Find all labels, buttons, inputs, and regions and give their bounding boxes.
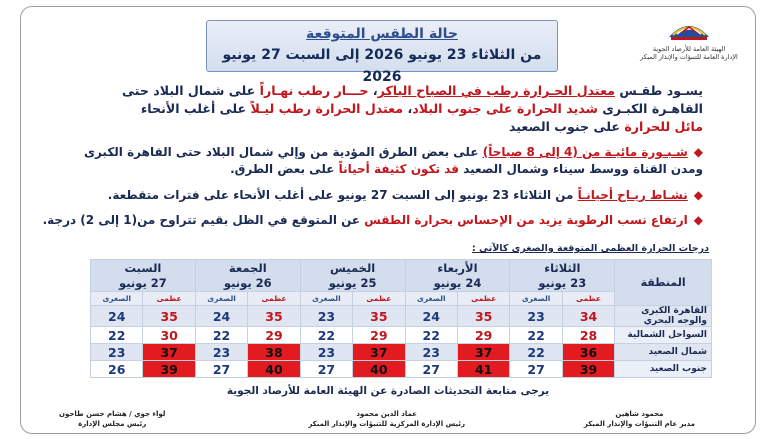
min-temp-cell: 22 xyxy=(300,327,352,344)
agency-logo xyxy=(639,15,739,69)
max-temp-cell: 29 xyxy=(457,327,509,344)
fog-warning-line-2: ومدن القناة ووسط سيناء وشمال الصعيد قد تكون كثيفة أحياناً على بعض الطرق. xyxy=(230,162,703,176)
max-temp-cell: 35 xyxy=(143,306,195,327)
fog-warning-line-1: ◆شـبـورة مائيـة من (4 إلى 8 صباحاً) على بعض الطرق المؤدية من وإلي شمال البلاد حتى القاهرة الكبرى xyxy=(83,145,703,159)
max-temp-cell: 39 xyxy=(143,361,195,378)
wind-warning: ◆نشـاط ريـاح أحيانـاً من الثلاثاء 23 يونيو إلى السبت 27 يونيو على أغلب الأنحاء على فترات متقطعة. xyxy=(107,188,703,202)
summary-line-3: مائل للحرارة على جنوب الصعيد xyxy=(508,119,703,134)
forecast-period: من الثلاثاء 23 يونيو 2026 إلى السبت 27 يونيو 2026 xyxy=(222,47,542,85)
min-temp-cell: 24 xyxy=(405,306,457,327)
signatory-title: رئيس مجلس الإدارة xyxy=(78,420,147,428)
day-header: الخميس 25 يونيو xyxy=(300,260,405,292)
summary-line-1: يسـود طقـس معتدل الحـرارة رطب في الصباح الباكر، حـــار رطب نهـاراً على شمال البلاد حتى xyxy=(121,83,703,98)
bullet-icon: ◆ xyxy=(693,188,703,202)
min-temp-cell: 22 xyxy=(405,327,457,344)
title-box xyxy=(206,20,558,85)
max-temp-cell: 34 xyxy=(562,306,614,327)
max-temp-cell: 35 xyxy=(457,306,509,327)
agency-department: الإدارة العامة للتنبؤات والإنذار المبكر xyxy=(640,53,738,61)
max-temp-cell: 39 xyxy=(562,361,614,378)
table-row xyxy=(91,306,712,327)
min-temp-cell: 24 xyxy=(91,306,143,327)
region-cell: القاهرة الكبرى والوجه البحري xyxy=(615,306,712,327)
signatory-name: لواء جوي / هشام حسن طاحون xyxy=(59,410,166,418)
max-temp-cell: 29 xyxy=(353,327,405,344)
min-temp-cell: 27 xyxy=(300,361,352,378)
bullet-icon: ◆ xyxy=(693,213,703,227)
min-temp-cell: 22 xyxy=(510,344,562,361)
signature-block xyxy=(584,409,695,429)
min-temp-cell: 27 xyxy=(405,361,457,378)
humidity-warning: ◆ارتفاع نسب الرطوبة يزيد من الإحساس بحرارة الطقس عن المتوقع في الظل بقيم تتراوح من(1 إلى 2) درجة. xyxy=(42,213,703,227)
max-temp-cell: 40 xyxy=(248,361,300,378)
min-temp-cell: 22 xyxy=(195,327,247,344)
signatory-title: مدير عام التنبؤات والإنذار المبكر xyxy=(583,420,695,428)
max-label: عظمى xyxy=(143,292,195,306)
min-temp-cell: 23 xyxy=(91,344,143,361)
min-temp-cell: 24 xyxy=(195,306,247,327)
min-temp-cell: 26 xyxy=(91,361,143,378)
max-temp-cell: 30 xyxy=(143,327,195,344)
max-label: عظمى xyxy=(457,292,509,306)
signatory-name: محمود شاهين xyxy=(615,410,664,418)
max-temp-cell: 40 xyxy=(353,361,405,378)
max-temp-cell: 37 xyxy=(353,344,405,361)
signature-block xyxy=(59,409,165,429)
day-header: الجمعة 26 يونيو xyxy=(195,260,300,292)
min-label: الصغرى xyxy=(405,292,457,306)
min-temp-cell: 22 xyxy=(510,327,562,344)
min-temp-cell: 23 xyxy=(510,306,562,327)
signature-block xyxy=(308,409,465,429)
day-header: السبت 27 يونيو xyxy=(91,260,196,292)
min-temp-cell: 23 xyxy=(300,344,352,361)
day-header: الأربعاء 24 يونيو xyxy=(405,260,510,292)
max-label: عظمى xyxy=(353,292,405,306)
max-temp-cell: 41 xyxy=(457,361,509,378)
table-header-row xyxy=(91,260,712,292)
min-temp-cell: 27 xyxy=(195,361,247,378)
max-temp-cell: 35 xyxy=(353,306,405,327)
table-row xyxy=(91,361,712,378)
region-cell: جنوب الصعيد xyxy=(615,361,712,378)
temperature-table xyxy=(90,259,712,378)
signatory-title: رئيس الإدارة المركزية للتنبؤات والإنذار المبكر xyxy=(308,420,465,428)
page-title: حالة الطقس المتوقعة xyxy=(306,26,458,42)
min-temp-cell: 27 xyxy=(510,361,562,378)
max-temp-cell: 28 xyxy=(562,327,614,344)
table-row xyxy=(91,344,712,361)
min-label: الصغرى xyxy=(510,292,562,306)
min-temp-cell: 23 xyxy=(195,344,247,361)
max-temp-cell: 35 xyxy=(248,306,300,327)
region-cell: السواحل الشمالية xyxy=(615,327,712,344)
min-label: الصغرى xyxy=(91,292,143,306)
max-label: عظمى xyxy=(248,292,300,306)
min-label: الصغرى xyxy=(300,292,352,306)
min-label: الصغرى xyxy=(195,292,247,306)
region-cell: شمال الصعيد xyxy=(615,344,712,361)
signatory-name: عماد الدين محمود xyxy=(356,410,417,418)
table-row xyxy=(91,327,712,344)
max-label: عظمى xyxy=(562,292,614,306)
min-temp-cell: 23 xyxy=(405,344,457,361)
day-header: الثلاثاء 23 يونيو xyxy=(510,260,615,292)
meteorology-emblem-icon xyxy=(667,15,711,45)
max-temp-cell: 37 xyxy=(143,344,195,361)
min-temp-cell: 23 xyxy=(300,306,352,327)
max-temp-cell: 38 xyxy=(248,344,300,361)
max-temp-cell: 29 xyxy=(248,327,300,344)
min-temp-cell: 22 xyxy=(91,327,143,344)
table-title: درجات الحرارة العظمى المتوقعة والصغرى كالآتي : xyxy=(471,243,709,254)
summary-line-2: القاهـرة الكبـرى شديد الحرارة على جنوب البلاد، معتدل الحرارة رطب ليـلاً على أغلب الأنحاء xyxy=(140,101,703,116)
agency-name: الهيئة العامة للأرصاد الجوية xyxy=(652,45,726,53)
region-column-header: المنطقة xyxy=(615,260,712,306)
max-temp-cell: 37 xyxy=(457,344,509,361)
followup-note: يرجى متابعة التحديثات الصادرة عن الهيئة العامة للأرصاد الجوية xyxy=(226,385,550,397)
bullet-icon: ◆ xyxy=(693,145,703,159)
max-temp-cell: 36 xyxy=(562,344,614,361)
weather-bulletin xyxy=(20,6,756,434)
